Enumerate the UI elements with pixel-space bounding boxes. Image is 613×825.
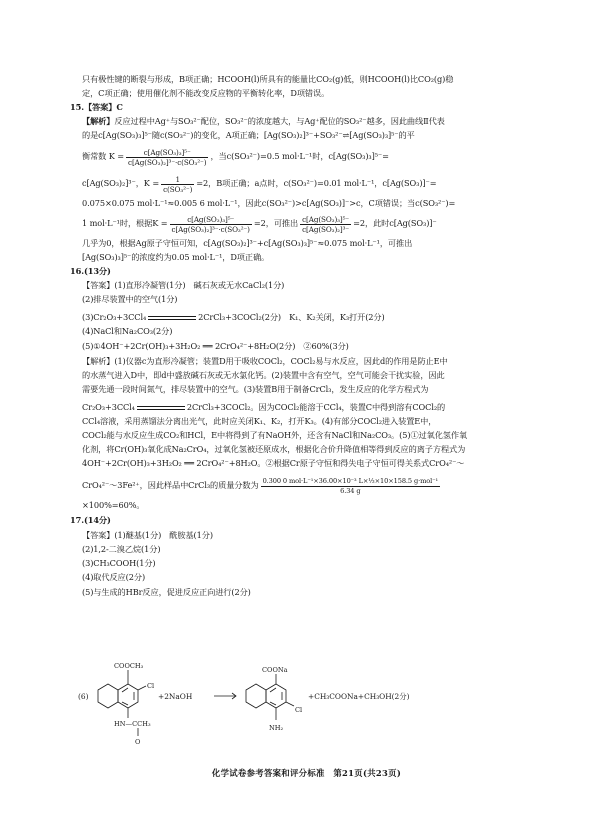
q16-answer-3 [82, 310, 542, 324]
q16-number: 16. [70, 266, 84, 276]
q15-k2-numerator: 1 [161, 175, 194, 185]
q16-answer-2: (2)排尽装置中的空气(1分) [82, 294, 178, 304]
q15-k-fraction [126, 148, 208, 167]
q16-mass-fraction [261, 477, 441, 496]
q15-analysis-label: 【解析】 [82, 116, 115, 126]
q16-eq-left: (3)Cr₂O₃+3CCl₄ [82, 312, 147, 322]
q15-k2-fraction [161, 175, 194, 194]
q17-line-2: (2)1,2-二溴乙烷(1分) [82, 544, 161, 554]
q16-explain-10: ×100%=60%。 [82, 500, 145, 510]
q15-analysis-3-tail: ，当c(SO₃²⁻)=0.5 mol·L⁻¹时，c[Ag(SO₃)₃]⁵⁻= [210, 151, 389, 161]
q16-e-eq-arrow [135, 400, 187, 414]
reactant-carbonyl-o: O [135, 738, 141, 746]
q17-header [70, 515, 530, 526]
q16-answer-4: (4)NaCl和Na₂CO₃(2分) [82, 326, 173, 336]
q17-reaction-scheme [76, 602, 546, 752]
q15-k2-denominator: c(SO₃²⁻) [163, 184, 193, 194]
q15-k3-denominator: c[Ag(SO₃)₂]³⁻·c(SO₃²⁻) [171, 224, 250, 234]
q16-mass-denominator: 6.34 g [340, 486, 361, 495]
q16-mass-numerator: 0.300 0 mol·L⁻¹×36.00×10⁻³ L×⅓×10×158.5 g·mol⁻¹ [262, 476, 439, 485]
q15-analysis-5: 0.075×0.075 mol·L⁻¹≈0.005 6 mol·L⁻¹，因此c(SO₃²⁻)>c[Ag(SO₃)]⁻>c，C项错误；当c(SO₃²⁻)= [82, 198, 456, 208]
q15-number: 15. [70, 102, 84, 112]
q15-k-numerator: c[Ag(SO₃)₃]⁵⁻ [126, 148, 208, 158]
q15-k3-fraction [170, 215, 252, 234]
page-footer: 化学试卷参考答案和评分标准 第21页(共23页) [211, 768, 402, 778]
q16-explain-8: 4OH⁻+2Cr(OH)₃+3H₂O₂ ══ 2CrO₄²⁻+8H₂O。②根据Cr原子守恒和得失电子守恒可得关系式CrO₄²⁻～ [82, 458, 465, 468]
q15-analysis-4-tail: =2，B项正确；a点时，c(SO₃²⁻)=0.01 mol·L⁻¹，c[Ag(SO₃)]⁻= [196, 178, 437, 188]
reactant-ester-group: COOCH₃ [114, 662, 144, 670]
q17-6-label: (6) [78, 692, 89, 701]
q15-analysis-7: 几乎为0，根据Ag原子守恒可知，c[Ag(SO₃)₂]³⁻+c[Ag(SO₃)₃]⁵⁻≈0.075 mol·L⁻¹，可推出 [82, 238, 413, 248]
q15-k3-label: 1 mol·L⁻¹时，根据K = [82, 218, 168, 228]
q15-k2-label: c[Ag(SO₃)₂]³⁻，K = [82, 178, 160, 188]
intro-line-1: 只有极性键的断裂与形成，B项正确；HCOOH(l)所具有的能量比CO₂(g)低，则HCOOH(l)比CO₂(g)稳 [82, 74, 454, 84]
q16-explain-9 [82, 472, 542, 498]
q16-explain-4 [82, 400, 542, 414]
q17-line-3: (3)CH₃COOH(1分) [82, 558, 156, 568]
q15-k3-numerator: c[Ag(SO₃)₃]⁵⁻ [170, 215, 252, 225]
q16-e-eq-left: Cr₂O₃+3CCl₄ [82, 402, 135, 412]
q15-ratio-numerator: c[Ag(SO₃)₃]⁵⁻ [302, 214, 350, 224]
q17-score: (14分) [83, 515, 111, 525]
q15-analysis-2: 的是c[Ag(SO₃)₃]⁵⁻随c(SO₃²⁻)的变化，A项正确；[Ag(SO₃)₂]³⁻+SO₃²⁻⇌[Ag(SO₃)₃]⁵⁻的平 [82, 130, 415, 140]
q15-analysis-6-mid: =2，可推出 [253, 218, 299, 228]
product-chloro-group: Cl [295, 706, 303, 714]
q15-analysis-6-tail: =2，此时c[Ag(SO₃)]⁻ [353, 218, 437, 228]
q16-explain-5: CCl₄溶液，采用蒸馏法分离出光气，此时应关闭K₁、K₂，打开K₃。(4)有部分COCl₂进入装置E中， [82, 416, 437, 426]
q17-6-byproducts: +CH₃COONa+CH₃OH(2分) [308, 692, 410, 701]
reactant-chloro-group: Cl [147, 682, 155, 690]
q17-line-4: (4)取代反应(2分) [82, 572, 146, 582]
product-amino-group: NH₂ [269, 724, 284, 732]
q15-analysis-8: [Ag(SO₃)₃]⁵⁻的浓度约为0.05 mol·L⁻¹，D项正确。 [82, 252, 270, 262]
q16-answer-1: 【答案】(1)直形冷凝管(1分) 碱石灰或无水CaCl₂(1分) [82, 280, 285, 290]
q15-analysis-1 [82, 116, 542, 127]
q17-6-plus-naoh: +2NaOH [158, 692, 193, 701]
q15-analysis-4 [82, 172, 542, 194]
q15-ratio-denominator: c[Ag(SO₃)₂]³⁻ [302, 224, 350, 234]
q16-eq-arrow [146, 310, 198, 324]
q17-line-5: (5)与生成的HBr反应，促进反应正向进行(2分) [82, 587, 251, 597]
q16-explain-1: 【解析】(1)仪器c为直形冷凝管；装置D用于吸收COCl₂，COCl₂易与水反应，因此d的作用是防止E中 [82, 356, 448, 366]
q16-answer-5: (5)①4OH⁻+2Cr(OH)₃+3H₂O₂ ══ 2CrO₄²⁻+8H₂O(2分) ②60%(3分) [82, 341, 349, 351]
q15-analysis-3 [82, 145, 542, 167]
intro-line-2: 定，C项正确；使用催化剂不能改变反应物的平衡转化率，D项错误。 [82, 88, 330, 98]
q16-explain-6: COCl₂能与水反应生成CO₂和HCl，E中将得到了有NaOH外，还含有NaCl和Na₂CO₃。(5)①过氧化氢作氧 [82, 430, 468, 440]
q15-answer: C [116, 102, 123, 112]
reactant-amide-group: HN—CCH₃ [114, 720, 151, 728]
q15-analysis-text-1: 反应过程中Ag⁺与SO₃²⁻配位，SO₃²⁻的浓度越大，与Ag⁺配位的SO₃²⁻越多，因此曲线Ⅱ代表 [114, 116, 445, 126]
product-coona-group: COONa [262, 666, 288, 674]
q15-ratio-fraction [300, 215, 351, 234]
q15-k-label: 衡常数 K = [82, 151, 125, 161]
q17-number: 17. [70, 515, 84, 525]
product-structure [246, 674, 294, 720]
q16-explain-3: 需要先通一段时间氮气，排尽装置中的空气。(3)装置B用于制备CrCl₃，发生反应的化学方程式为 [82, 384, 429, 394]
q16-explain-2: 的水蒸气进入D中，即d中盛放碱石灰或无水氯化钙。(2)装置中含有空气，空气可能会干扰实验，因此 [82, 370, 445, 380]
q16-score: (13分) [83, 266, 111, 276]
q15-analysis-6 [82, 212, 542, 234]
q16-e-eq-right: 2CrCl₃+3COCl₂。因为COCl₂能溶于CCl₄，装置C中得到溶有COCl₂的 [186, 402, 446, 412]
q17-line-1: 【答案】(1)醚基(1分) 酰胺基(1分) [82, 530, 213, 540]
q16-mass-fraction-label: CrO₄²⁻～3Fe²⁺，因此样品中CrCl₃的质量分数为 [82, 480, 259, 490]
q15-header [70, 102, 530, 113]
q15-k-denominator: c[Ag(SO₃)₂]³⁻·c(SO₃²⁻) [128, 157, 207, 167]
q16-explain-7: 化剂，将Cr(OH)₃氧化成Na₂CrO₄，过氧化氢被还原成水，根据化合价升降值相等得到反应的离子方程式为 [82, 444, 466, 454]
q15-answer-label: 【答案】 [83, 102, 117, 112]
q16-header [70, 266, 530, 277]
q16-eq-right: 2CrCl₃+3COCl₂(2分) K₁、K₂关闭，K₃打开(2分) [198, 312, 385, 322]
